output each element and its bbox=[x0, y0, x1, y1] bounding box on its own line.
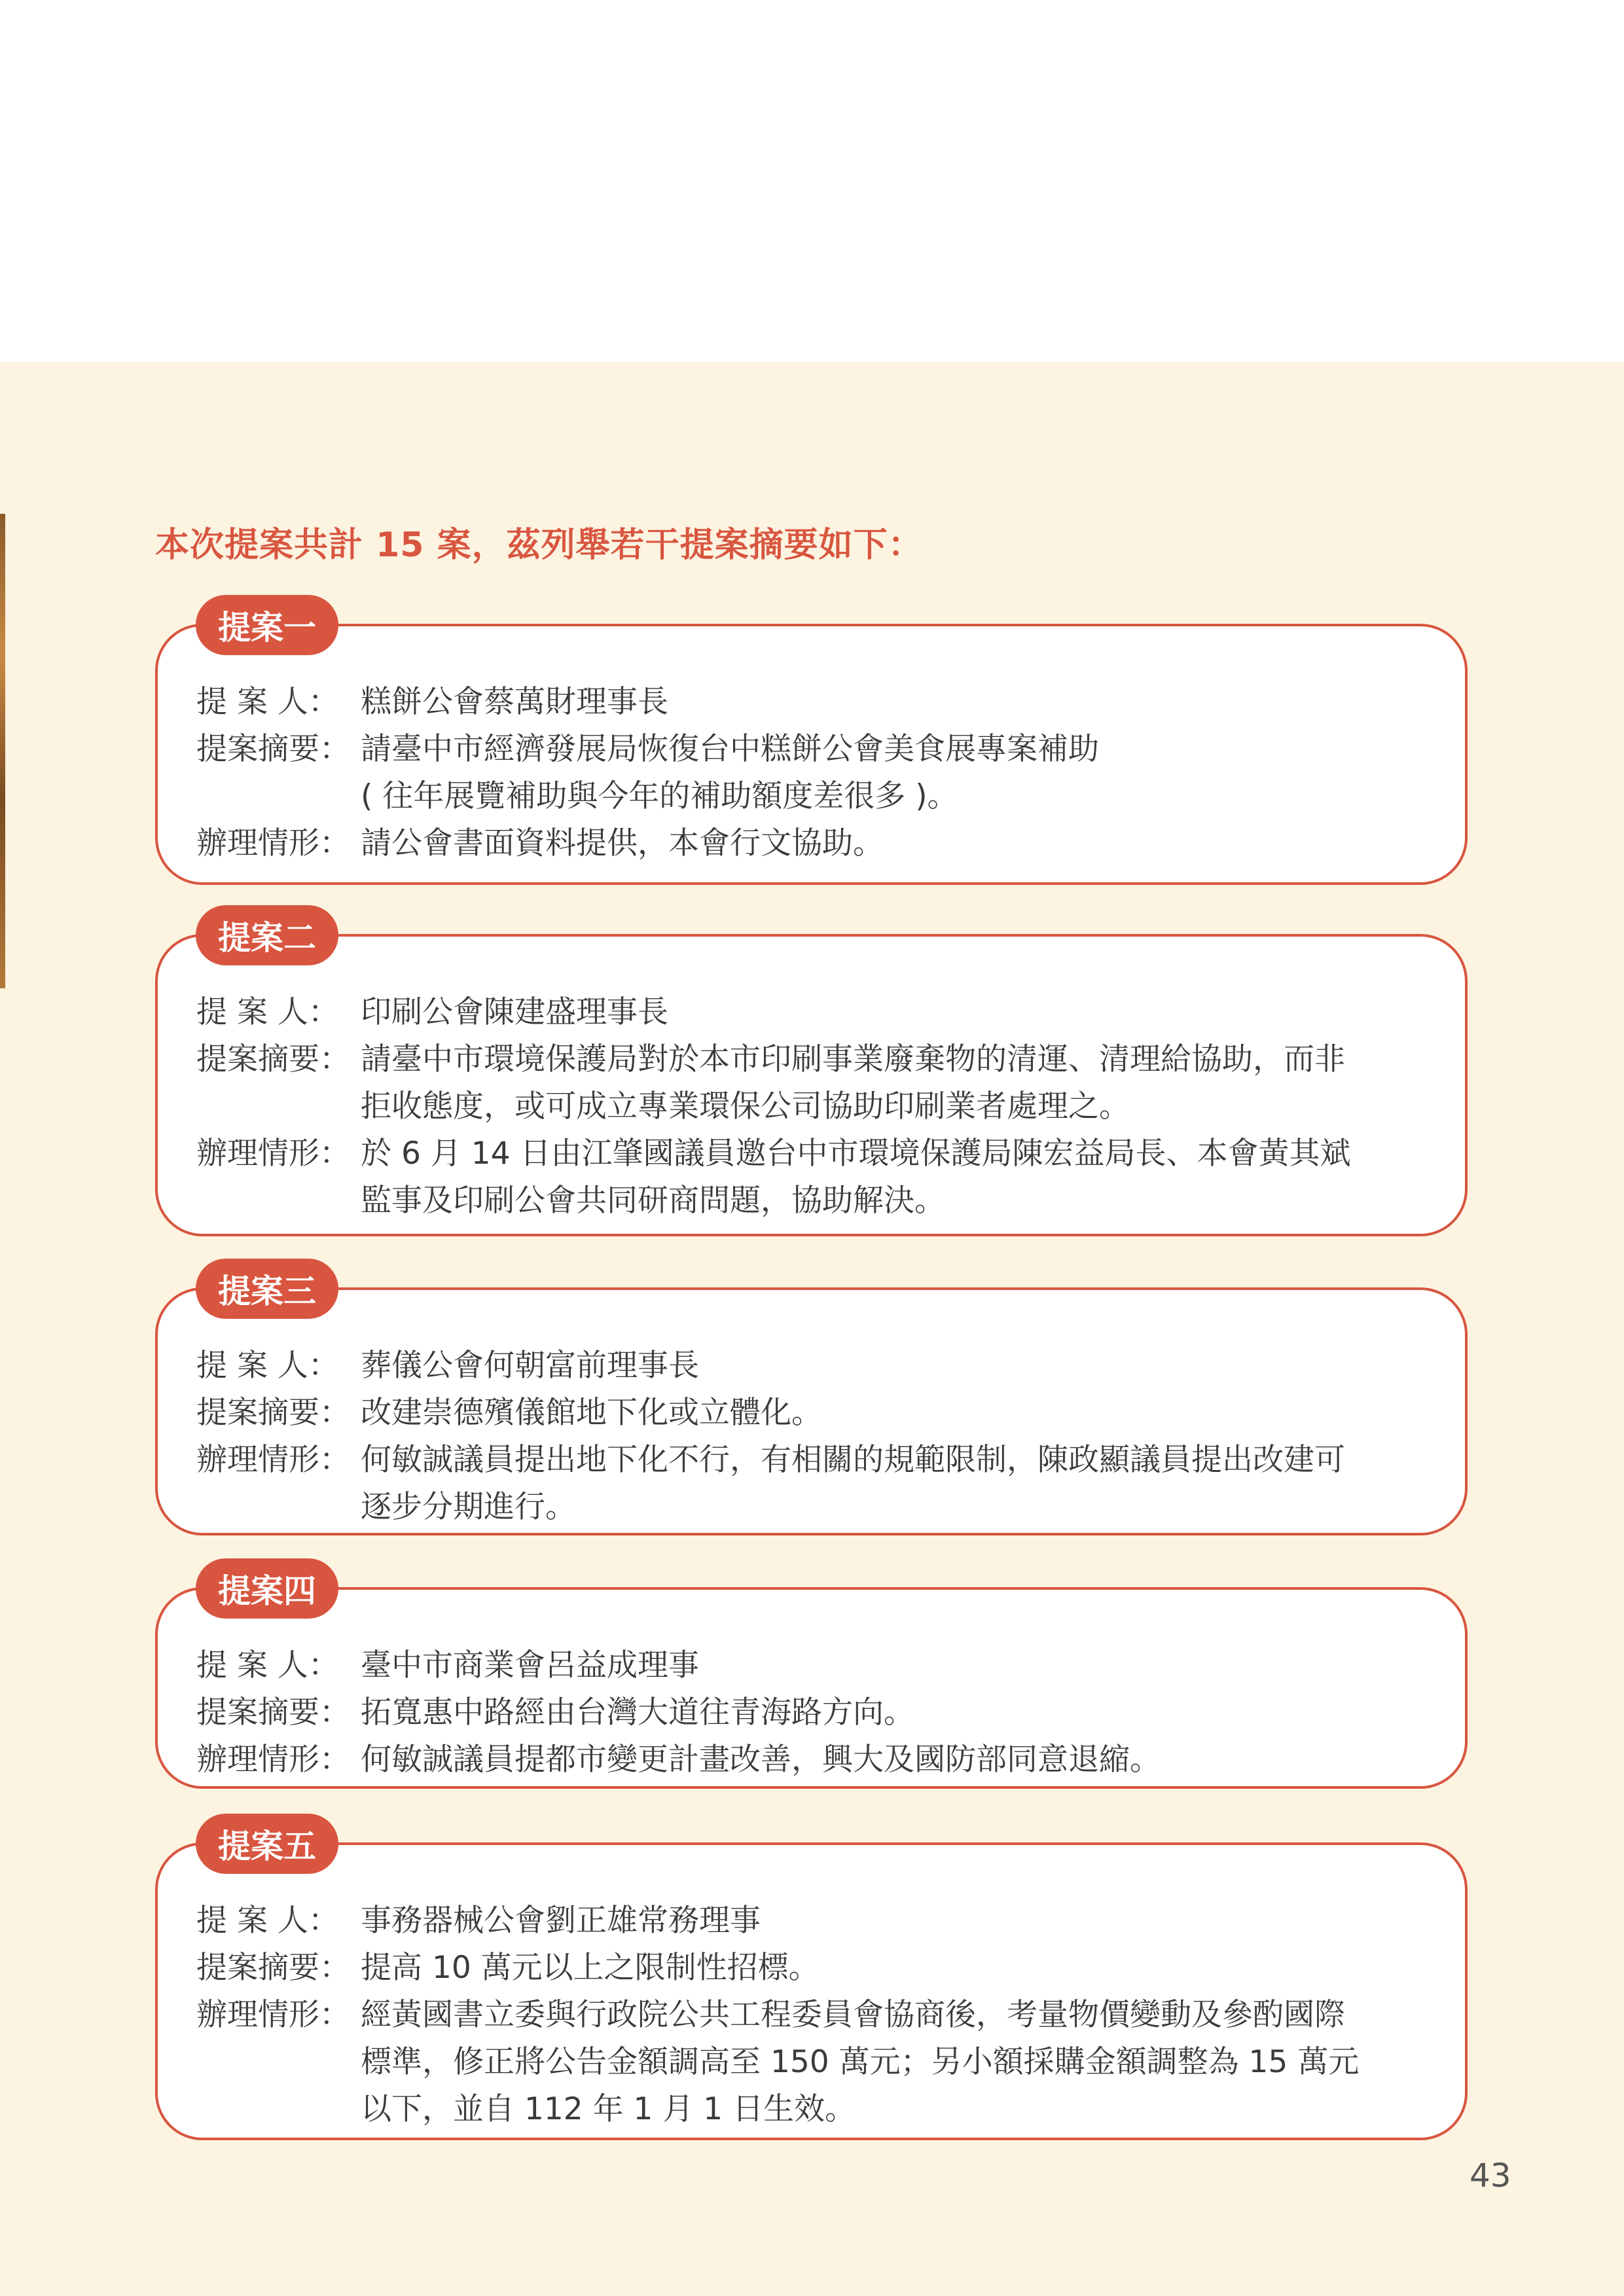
handling-label: 辦理情形： bbox=[196, 1742, 350, 1778]
summary-label: 提案摘要： bbox=[196, 1950, 350, 1986]
proposer-label: 提 案 人： bbox=[196, 994, 339, 1030]
proposer-row bbox=[196, 1642, 1426, 1689]
summary-row bbox=[196, 726, 1426, 820]
handling-row bbox=[196, 1992, 1426, 2133]
summary-label: 提案摘要： bbox=[196, 1395, 350, 1431]
summary-value: 請臺中市環境保護局對於本市印刷事業廢棄物的清運、清理給協助，而非 拒收態度，或可成立專業環保公司協助印刷業者處理之。 bbox=[361, 1041, 1345, 1124]
case-card-5 bbox=[155, 1827, 1468, 2140]
handling-label: 辦理情形： bbox=[196, 825, 350, 861]
handling-row bbox=[196, 1736, 1426, 1784]
proposer-value: 糕餅公會蔡萬財理事長 bbox=[361, 684, 668, 720]
proposer-value: 事務器械公會劉正雄常務理事 bbox=[361, 1903, 761, 1939]
handling-value: 經黃國書立委與行政院公共工程委員會協商後，考量物價變動及參酌國際 標準，修正將公告金額調高至 150 萬元；另小額採購金額調整為 15 萬元 以下，並自 112 年 1 月 1 日生效。 bbox=[361, 1997, 1360, 2127]
proposer-label: 提 案 人： bbox=[196, 1348, 339, 1384]
summary-value: 提高 10 萬元以上之限制性招標。 bbox=[361, 1950, 820, 1986]
handling-value: 何敏誠議員提出地下化不行，有相關的規範限制，陳政顯議員提出改建可 逐步分期進行。 bbox=[361, 1442, 1345, 1525]
summary-row bbox=[196, 1036, 1426, 1130]
summary-row bbox=[196, 1390, 1426, 1437]
proposer-row bbox=[196, 679, 1426, 726]
summary-row bbox=[196, 1689, 1426, 1736]
proposer-row bbox=[196, 989, 1426, 1036]
handling-label: 辦理情形： bbox=[196, 1136, 350, 1172]
case-tab-4: 提案四 bbox=[196, 1558, 338, 1619]
summary-value: 改建崇德殯儀館地下化或立體化。 bbox=[361, 1395, 822, 1431]
case-card-2 bbox=[155, 919, 1468, 1236]
handling-label: 辦理情形： bbox=[196, 1997, 350, 2033]
proposer-label: 提 案 人： bbox=[196, 684, 339, 720]
case-card-3 bbox=[155, 1272, 1468, 1535]
handling-row bbox=[196, 820, 1426, 867]
case-tab-1: 提案一 bbox=[196, 595, 338, 655]
handling-value: 於 6 月 14 日由江肇國議員邀台中市環境保護局陳宏益局長、本會黃其斌 監事及印刷公會共同研商問題，協助解決。 bbox=[361, 1136, 1351, 1219]
summary-label: 提案摘要： bbox=[196, 1695, 350, 1731]
case-tab-3: 提案三 bbox=[196, 1259, 338, 1319]
summary-value: 拓寬惠中路經由台灣大道往青海路方向。 bbox=[361, 1695, 914, 1731]
case-tab-2: 提案二 bbox=[196, 905, 338, 965]
edge-photo-strip bbox=[0, 514, 5, 988]
intro-heading: 本次提案共計 15 案，茲列舉若干提案摘要如下： bbox=[155, 526, 923, 565]
case-tab-5: 提案五 bbox=[196, 1814, 338, 1874]
proposer-value: 印刷公會陳建盛理事長 bbox=[361, 994, 668, 1030]
handling-label: 辦理情形： bbox=[196, 1442, 350, 1478]
handling-row bbox=[196, 1130, 1426, 1225]
proposer-label: 提 案 人： bbox=[196, 1647, 339, 1683]
proposer-row bbox=[196, 1897, 1426, 1945]
handling-value: 請公會書面資料提供，本會行文協助。 bbox=[361, 825, 884, 861]
summary-row bbox=[196, 1945, 1426, 1992]
handling-value: 何敏誠議員提都市變更計畫改善，興大及國防部同意退縮。 bbox=[361, 1742, 1161, 1778]
summary-label: 提案摘要： bbox=[196, 1041, 350, 1077]
handling-row bbox=[196, 1437, 1426, 1531]
proposer-row bbox=[196, 1342, 1426, 1390]
proposer-value: 臺中市商業會呂益成理事 bbox=[361, 1647, 699, 1683]
summary-value: 請臺中市經濟發展局恢復台中糕餅公會美食展專案補助 ( 往年展覽補助與今年的補助額度差很多 )。 bbox=[361, 731, 1099, 814]
summary-label: 提案摘要： bbox=[196, 731, 350, 767]
case-card-4 bbox=[155, 1572, 1468, 1789]
case-card-1 bbox=[155, 609, 1468, 885]
proposer-value: 葬儀公會何朝富前理事長 bbox=[361, 1348, 699, 1384]
proposer-label: 提 案 人： bbox=[196, 1903, 339, 1939]
page-number: 43 bbox=[1470, 2157, 1511, 2195]
